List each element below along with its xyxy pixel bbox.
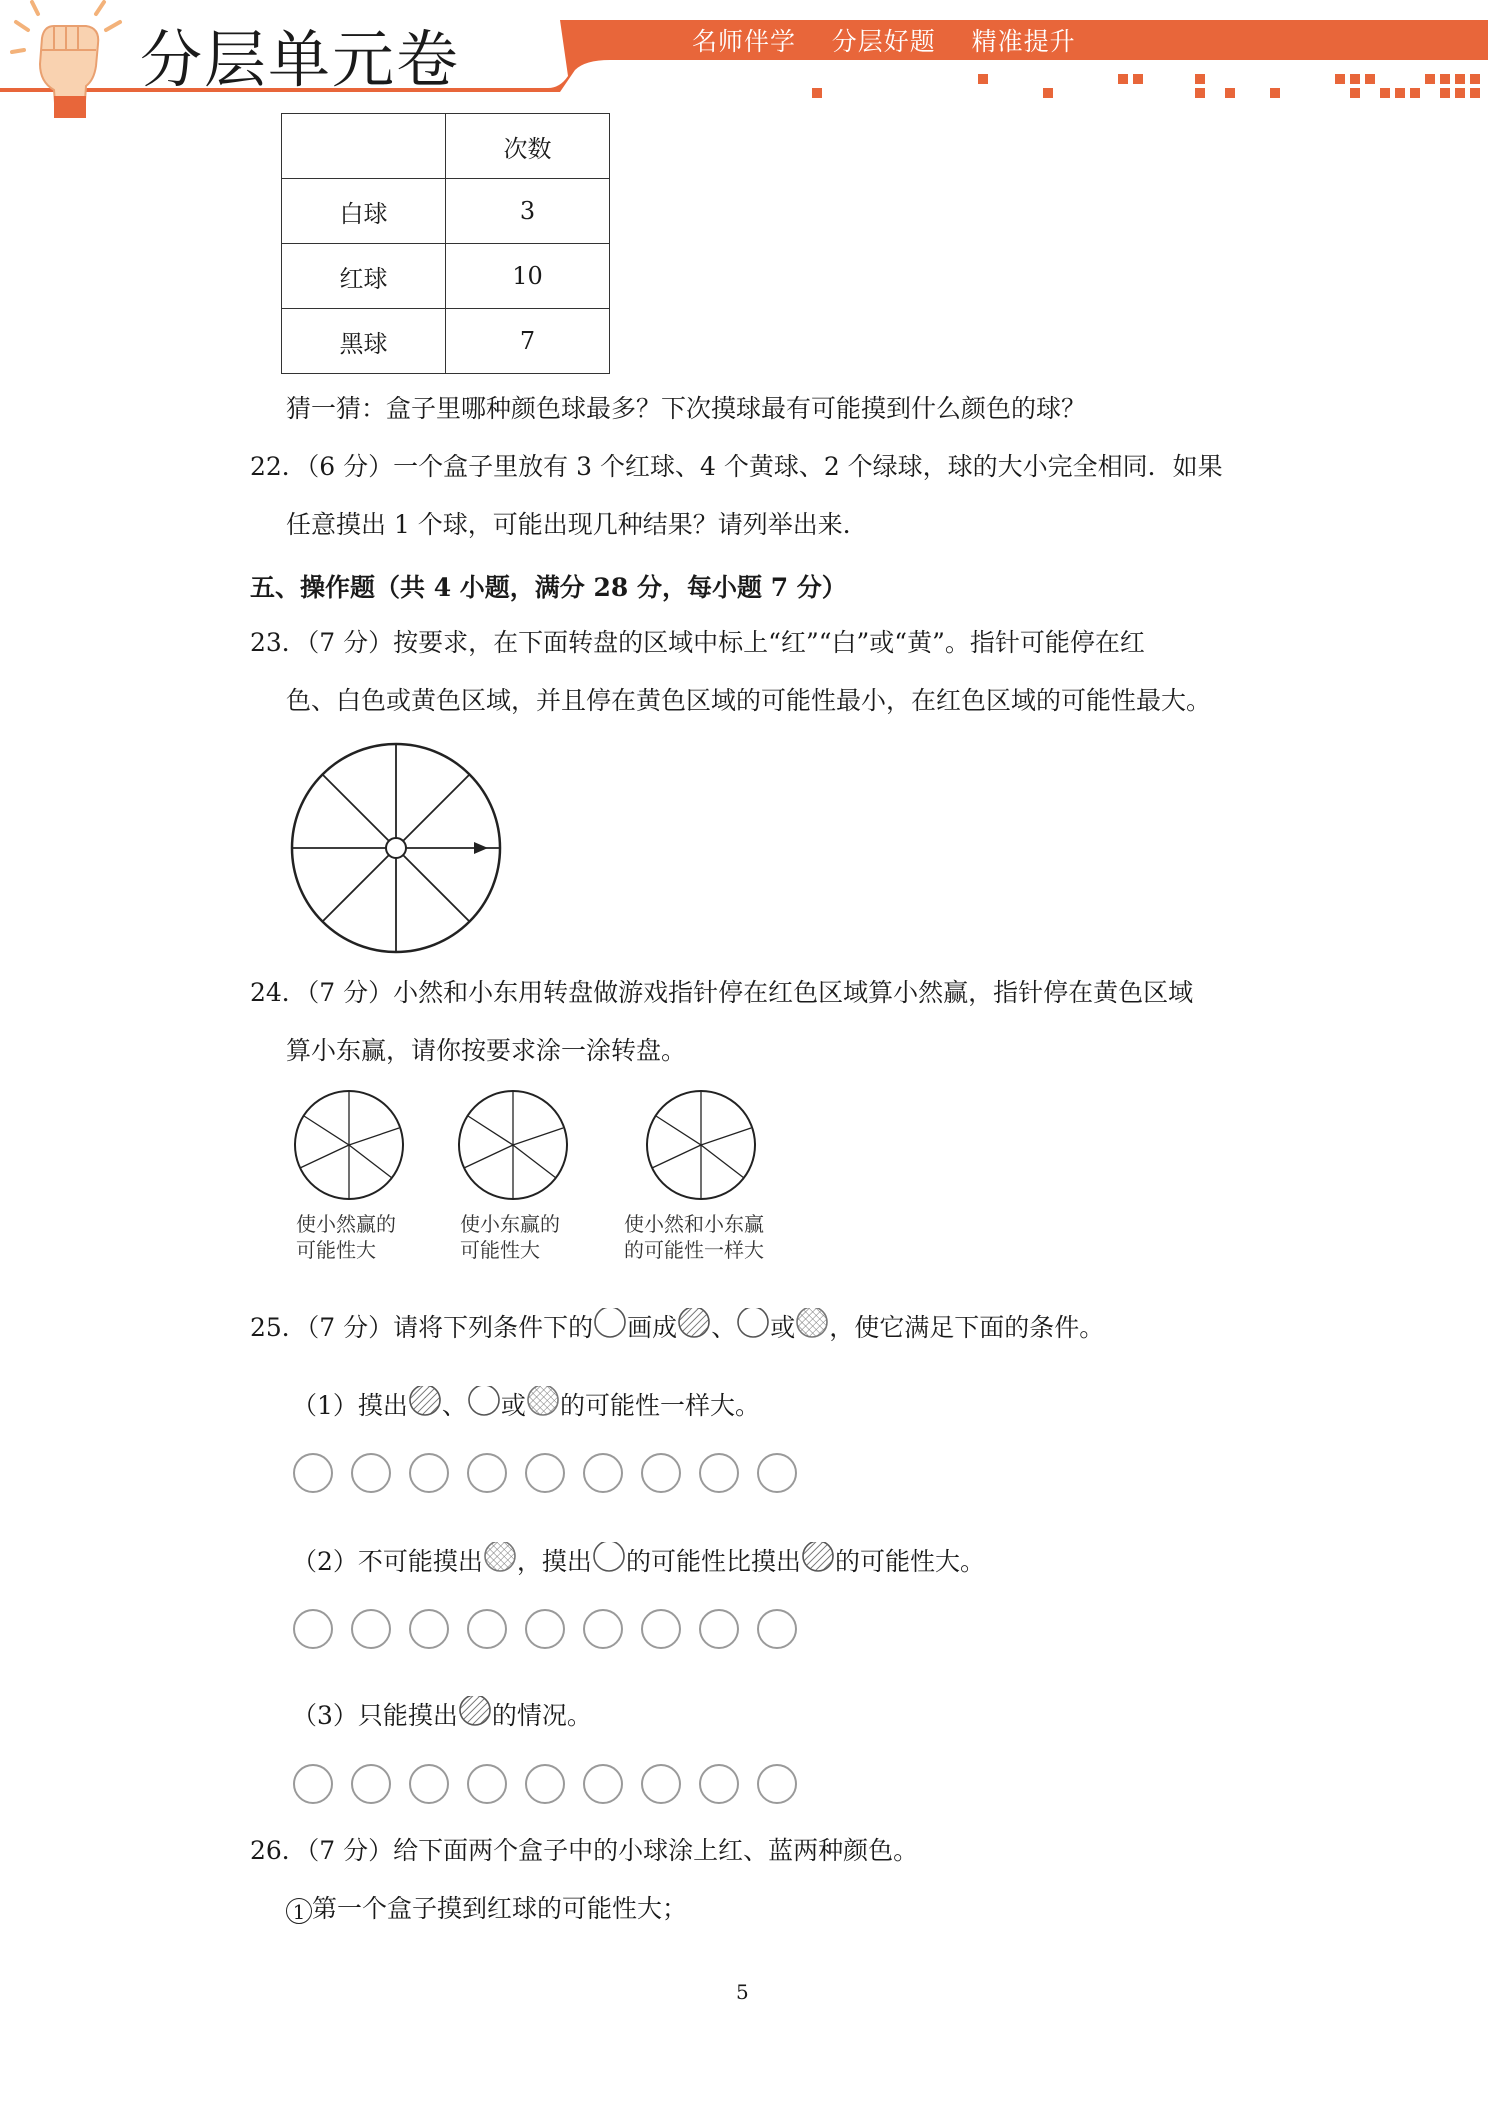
q24-spinner-1	[292, 1088, 406, 1206]
empty-ball[interactable]	[641, 1453, 681, 1493]
table-header-row	[282, 114, 610, 179]
q26-item1-text: 第一个盒子摸到红球的可能性大；	[312, 1894, 688, 1923]
empty-ball[interactable]	[409, 1453, 449, 1493]
q25-part1-balls	[293, 1453, 797, 1493]
table-cell: 3	[446, 179, 610, 244]
empty-ball[interactable]	[467, 1453, 507, 1493]
empty-ball[interactable]	[699, 1609, 739, 1649]
table-cell: 白球	[282, 179, 446, 244]
q25-intro-text-a: 25．（7 分）请将下列条件下的	[250, 1313, 594, 1342]
checkered-ball-icon	[483, 1542, 517, 1585]
empty-ball[interactable]	[293, 1764, 333, 1804]
q25-p3-text-b: 的情况。	[491, 1701, 592, 1730]
empty-ball[interactable]	[525, 1764, 565, 1804]
striped-ball-icon	[801, 1542, 835, 1585]
q25-part1	[292, 1386, 760, 1429]
empty-ball[interactable]	[351, 1453, 391, 1493]
q25-intro	[250, 1308, 1104, 1351]
empty-ball[interactable]	[641, 1609, 681, 1649]
q24-caption-1: 使小然赢的 可能性大	[296, 1212, 396, 1262]
q25-p2-text-d: 的可能性大。	[834, 1547, 985, 1576]
empty-ball[interactable]	[757, 1609, 797, 1649]
empty-ball[interactable]	[293, 1609, 333, 1649]
empty-ball[interactable]	[583, 1609, 623, 1649]
empty-ball[interactable]	[641, 1764, 681, 1804]
empty-ball[interactable]	[351, 1764, 391, 1804]
q25-p2-text-a: （2）不可能摸出	[292, 1547, 483, 1576]
plain-ball-icon	[592, 1542, 626, 1585]
fist-logo-icon	[10, 0, 130, 124]
table-row	[282, 179, 610, 244]
q24-caption-2: 使小东赢的 可能性大	[460, 1212, 560, 1262]
q25-part2	[292, 1542, 985, 1585]
ball-count-table	[281, 113, 610, 374]
table-cell: 黑球	[282, 309, 446, 374]
striped-ball-icon	[677, 1308, 711, 1351]
q24-spinner-2	[456, 1088, 570, 1206]
q23-spinner	[288, 740, 504, 960]
empty-ball[interactable]	[351, 1609, 391, 1649]
q25-intro-sep: 、	[711, 1313, 737, 1342]
q25-p1-sep: 、	[441, 1391, 467, 1420]
striped-ball-icon	[458, 1696, 492, 1739]
q24-caption-3: 使小然和小东赢 的可能性一样大	[624, 1212, 764, 1262]
q26-line1: 26．（7 分）给下面两个盒子中的小球涂上红、蓝两种颜色。	[250, 1836, 919, 1865]
empty-ball[interactable]	[409, 1609, 449, 1649]
q21-prompt: 猜一猜：盒子里哪种颜色球最多？下次摸球最有可能摸到什么颜色的球？	[286, 394, 1087, 423]
empty-ball[interactable]	[699, 1764, 739, 1804]
empty-ball[interactable]	[699, 1453, 739, 1493]
q23-line1: 23．（7 分）按要求，在下面转盘的区域中标上“红”“白”或“黄”。指针可能停在红	[250, 628, 1145, 657]
empty-ball[interactable]	[583, 1453, 623, 1493]
header-title: 分层单元卷	[140, 23, 461, 96]
q23-line2: 色、白色或黄色区域，并且停在黄色区域的可能性最小，在红色区域的可能性最大。	[286, 686, 1212, 715]
q22-line2: 任意摸出 1 个球，可能出现几种结果？请列举出来．	[286, 510, 868, 539]
empty-ball[interactable]	[525, 1609, 565, 1649]
q26-item1	[286, 1892, 687, 1926]
q25-p3-text-a: （3）只能摸出	[292, 1701, 458, 1730]
empty-ball[interactable]	[583, 1764, 623, 1804]
table-row	[282, 244, 610, 309]
q25-p1-text-b: 的可能性一样大。	[559, 1391, 760, 1420]
plain-ball-icon	[593, 1308, 627, 1351]
section-five-heading: 五、操作题（共 4 小题，满分 28 分，每小题 7 分）	[250, 573, 847, 602]
table-cell: 10	[446, 244, 610, 309]
q25-p2-text-b: ，摸出	[516, 1547, 592, 1576]
checkered-ball-icon	[526, 1386, 560, 1429]
q25-p1-or: 或	[500, 1391, 526, 1420]
plain-ball-icon	[736, 1308, 770, 1351]
table-row	[282, 309, 610, 374]
plain-ball-icon	[467, 1386, 501, 1429]
table-header-cell	[282, 114, 446, 179]
empty-ball[interactable]	[293, 1453, 333, 1493]
q22-line1: 22．（6 分）一个盒子里放有 3 个红球、4 个黄球、2 个绿球，球的大小完全相同．如果	[250, 452, 1223, 481]
q25-intro-or: 或	[770, 1313, 796, 1342]
striped-ball-icon	[408, 1386, 442, 1429]
empty-ball[interactable]	[757, 1453, 797, 1493]
q24-spinner-3	[644, 1088, 758, 1206]
q24-line2: 算小东赢，请你按要求涂一涂转盘。	[286, 1036, 687, 1065]
circled-number: 1	[286, 1898, 312, 1924]
header-slogan: 名师伴学 分层好题 精准提升	[692, 27, 1076, 56]
empty-ball[interactable]	[525, 1453, 565, 1493]
empty-ball[interactable]	[409, 1764, 449, 1804]
checkered-ball-icon	[795, 1308, 829, 1351]
q25-part3	[292, 1696, 592, 1739]
table-cell: 7	[446, 309, 610, 374]
page-number: 5	[736, 1980, 749, 2004]
empty-ball[interactable]	[467, 1764, 507, 1804]
q25-intro-text-c: ，使它满足下面的条件。	[829, 1313, 1105, 1342]
q24-line1: 24．（7 分）小然和小东用转盘做游戏指针停在红色区域算小然赢，指针停在黄色区域	[250, 978, 1194, 1007]
q25-p2-text-c: 的可能性比摸出	[625, 1547, 801, 1576]
table-cell: 红球	[282, 244, 446, 309]
q25-part3-balls	[293, 1764, 797, 1804]
q25-intro-text-b: 画成	[627, 1313, 678, 1342]
table-header-cell: 次数	[446, 114, 610, 179]
q25-part2-balls	[293, 1609, 797, 1649]
empty-ball[interactable]	[757, 1764, 797, 1804]
empty-ball[interactable]	[467, 1609, 507, 1649]
q25-p1-text-a: （1）摸出	[292, 1391, 408, 1420]
